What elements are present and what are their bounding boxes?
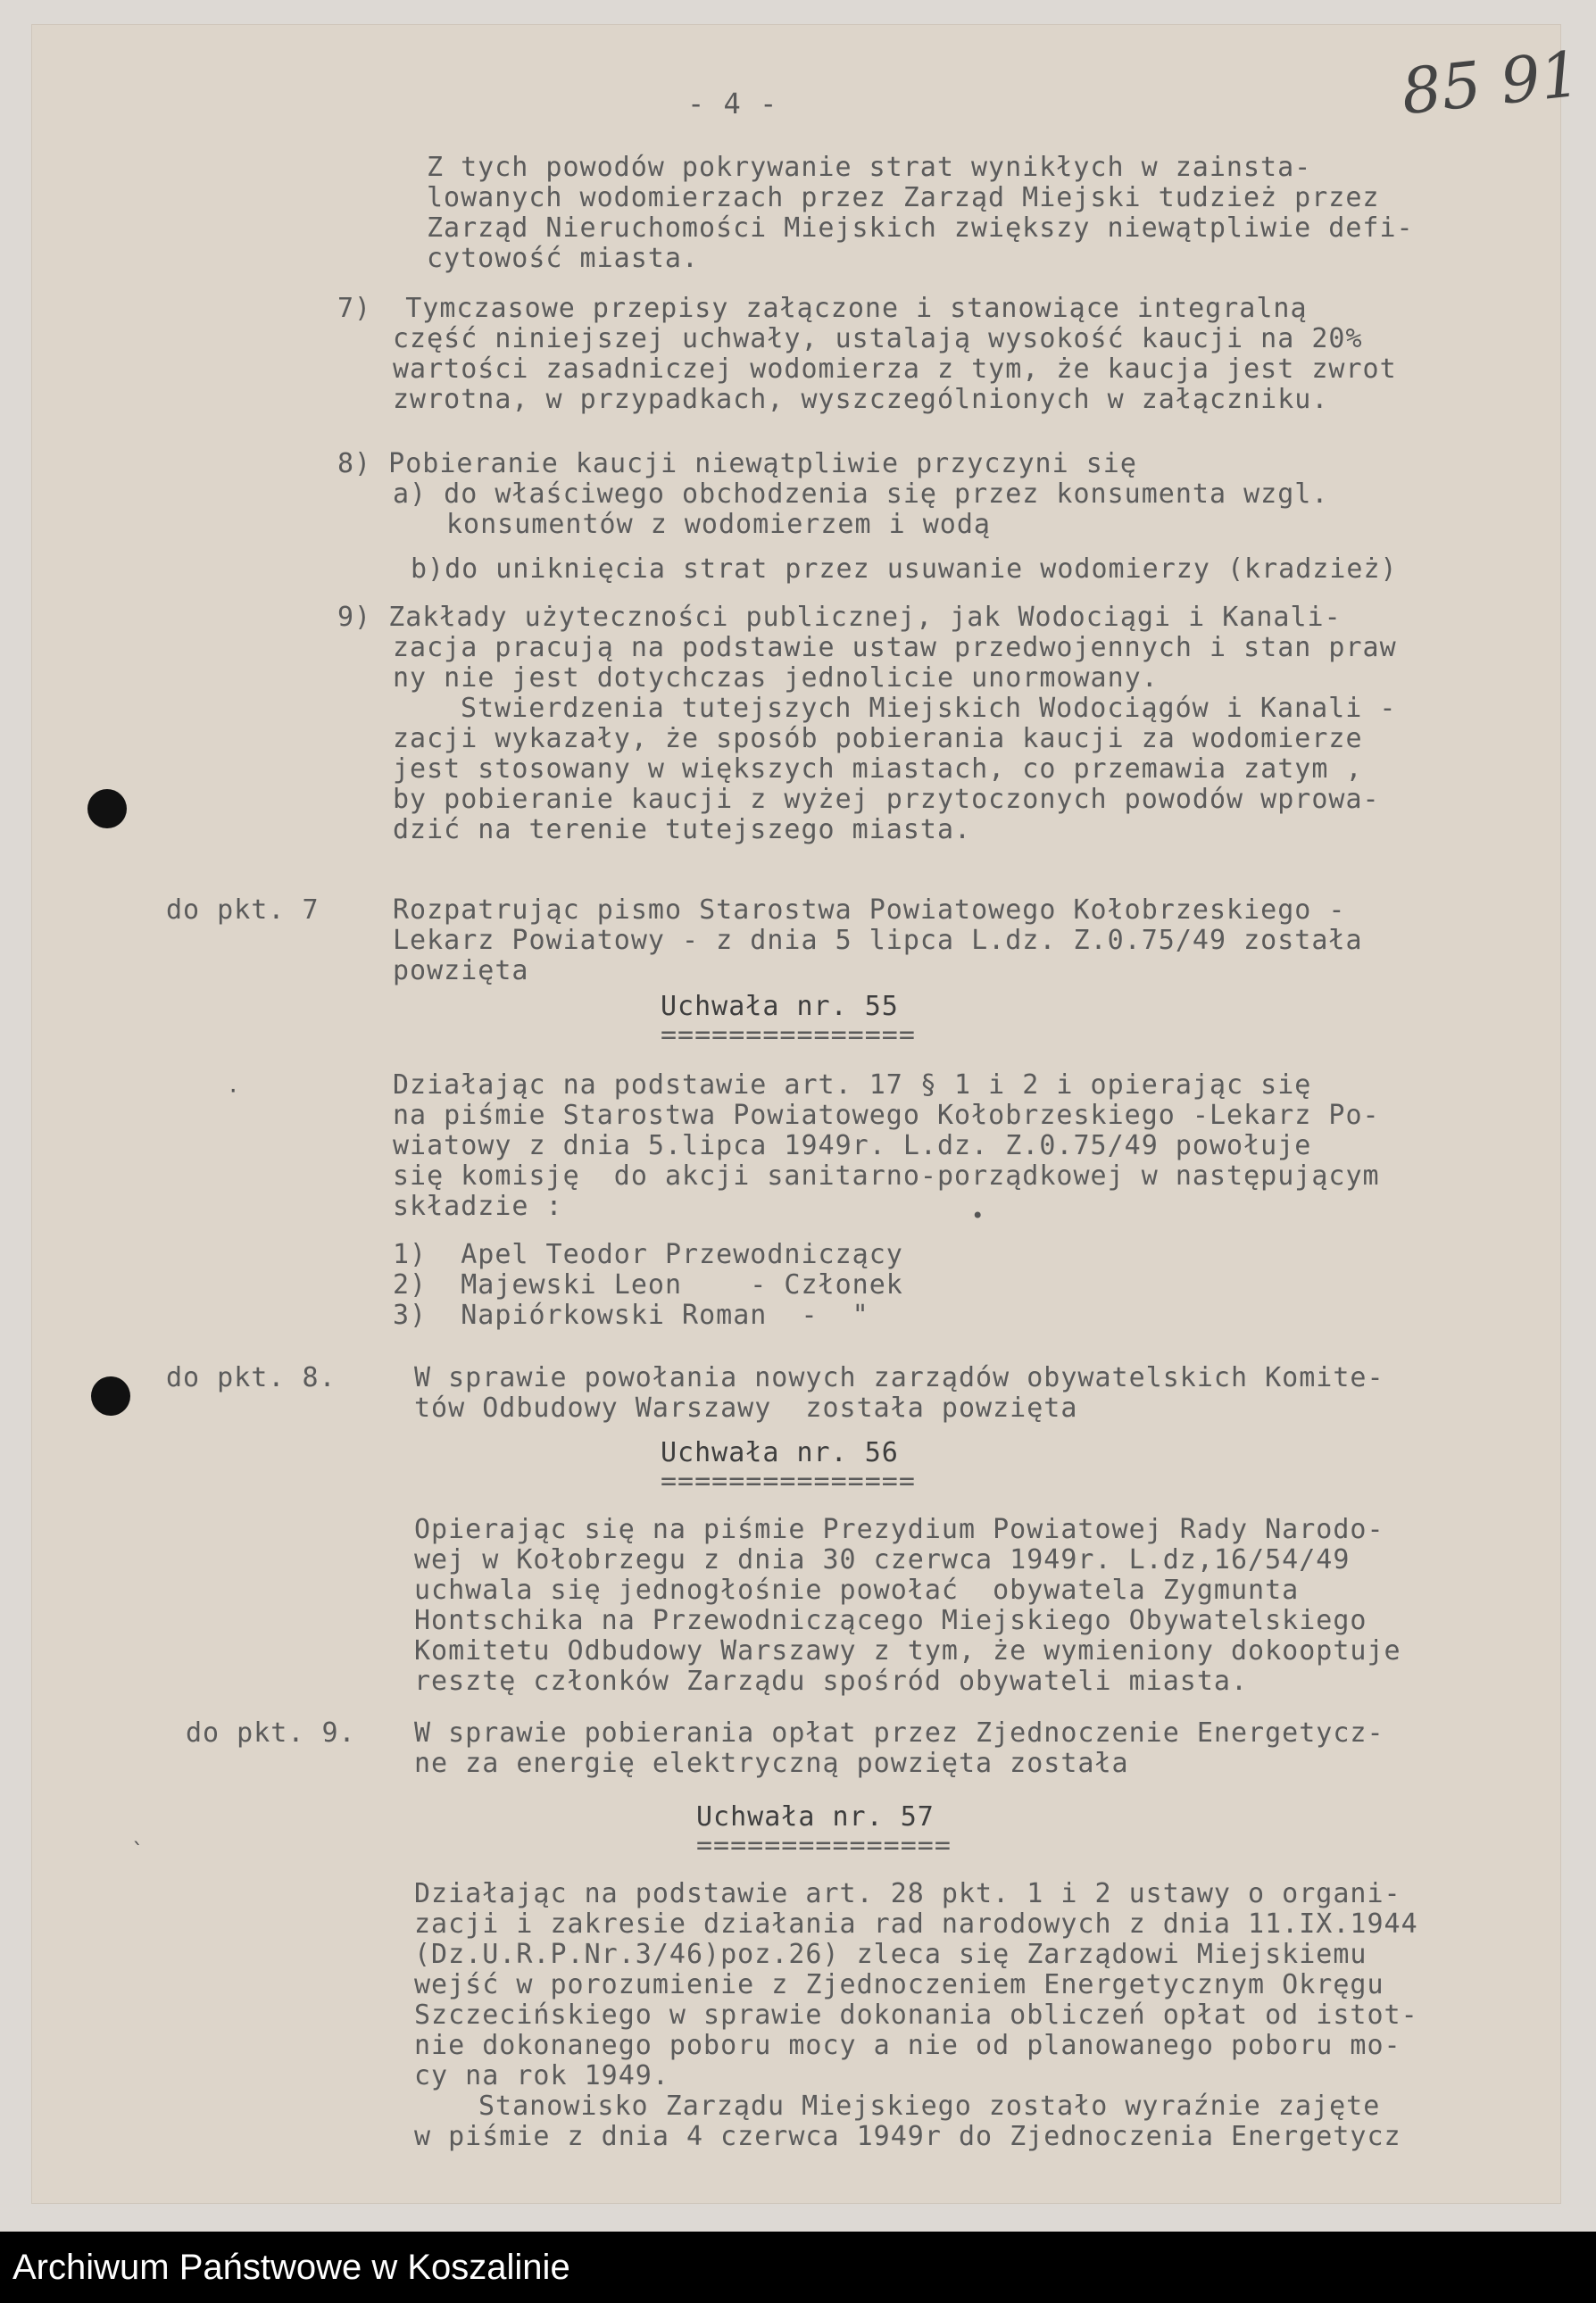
resolution-heading: Uchwała nr. 55 <box>661 991 899 1022</box>
archival-folio-number: 85 91 <box>1398 37 1584 129</box>
scan-speck: • <box>971 1203 985 1228</box>
text-line: wej w Kołobrzegu z dnia 30 czerwca 1949r. L.dz,16/54/49 <box>414 1544 1351 1576</box>
text-line: w piśmie z dnia 4 czerwca 1949r do Zjednoczenia Energetycz <box>414 2121 1401 2152</box>
text-line: tów Odbudowy Warszawy została powzięta <box>414 1393 1078 1424</box>
text-line: wejść w porozumienie z Zjednoczeniem Energetycznym Okręgu <box>414 1969 1384 2000</box>
text-line: W sprawie pobierania opłat przez Zjednoczenie Energetycz- <box>414 1717 1384 1749</box>
resolution-heading: Uchwała nr. 57 <box>696 1801 935 1833</box>
text-line: ny nie jest dotychczas jednolicie unormowany. <box>393 662 1159 694</box>
text-line: Opierając się na piśmie Prezydium Powiatowej Rady Narodo- <box>414 1514 1384 1545</box>
page-number: - 4 - <box>687 87 778 121</box>
text-line: lowanych wodomierzach przez Zarząd Miejski tudzież przez <box>427 182 1380 213</box>
text-line: Rozpatrując pismo Starostwa Powiatowego Kołobrzeskiego - <box>393 894 1346 926</box>
text-line: b)do uniknięcia strat przez usuwanie wodomierzy (kradzież) <box>411 553 1398 585</box>
text-line: zacja pracują na podstawie ustaw przedwojennych i stan praw <box>393 632 1397 663</box>
text-line: na piśmie Starostwa Powiatowego Kołobrzeskiego -Lekarz Po- <box>393 1100 1380 1131</box>
text-line: Komitetu Odbudowy Warszawy z tym, że wymieniony dokooptuje <box>414 1635 1401 1667</box>
text-line: (Dz.U.R.P.Nr.3/46)poz.26) zleca się Zarządowi Miejskiemu <box>414 1939 1367 1970</box>
text-line: część niniejszej uchwały, ustalają wysokość kaucji na 20% <box>393 323 1363 354</box>
list-item: 1) Apel Teodor Przewodniczący <box>393 1239 903 1270</box>
punch-hole-upper <box>87 789 127 828</box>
archive-footer-bar <box>0 2232 1596 2303</box>
text-line: dzić na terenie tutejszego miasta. <box>393 814 972 845</box>
section-label: do pkt. 9. <box>186 1717 356 1749</box>
text-line: zacji i zakresie działania rad narodowych z dnia 11.IX.1944 <box>414 1908 1418 1940</box>
text-line: 7) Tymczasowe przepisy załączone i stanowiące integralną <box>337 293 1308 324</box>
text-line: Hontschika na Przewodniczącego Miejskiego Obywatelskiego <box>414 1605 1367 1636</box>
text-line: się komisję do akcji sanitarno-porządkowej w następującym <box>393 1160 1380 1192</box>
text-line: a) do właściwego obchodzenia się przez konsumenta wzgl. <box>393 478 1329 510</box>
text-line: 8) Pobieranie kaucji niewątpliwie przyczyni się <box>337 448 1137 479</box>
punch-hole-lower <box>91 1376 130 1416</box>
text-line: powzięta <box>393 955 529 986</box>
text-line: zacji wykazały, że sposób pobierania kaucji za wodomierze <box>393 723 1363 754</box>
heading-underline: =============== <box>661 1466 916 1497</box>
text-line: nie dokonanego poboru mocy a nie od planowanego poboru mo- <box>414 2030 1401 2061</box>
text-line: Lekarz Powiatowy - z dnia 5 lipca L.dz. Z.0.75/49 została <box>393 925 1363 956</box>
text-line: Stwierdzenia tutejszych Miejskich Wodociągów i Kanali - <box>461 693 1397 724</box>
resolution-heading: Uchwała nr. 56 <box>661 1437 899 1468</box>
heading-underline: =============== <box>696 1830 952 1861</box>
text-line: Działając na podstawie art. 28 pkt. 1 i 2 ustawy o organi- <box>414 1878 1401 1909</box>
archive-name: Archiwum Państwowe w Koszalinie <box>12 2248 570 2287</box>
text-line: by pobieranie kaucji z wyżej przytoczonych powodów wprowa- <box>393 784 1380 815</box>
text-line: uchwala się jednogłośnie powołać obywatela Zygmunta <box>414 1575 1300 1606</box>
text-line: 9) Zakłady użyteczności publicznej, jak Wodociągi i Kanali- <box>337 602 1342 633</box>
text-line: Stanowisko Zarządu Miejskiego zostało wyraźnie zajęte <box>478 2091 1381 2122</box>
text-line: cy na rok 1949. <box>414 2060 669 2091</box>
section-label: do pkt. 7 <box>166 894 320 926</box>
text-line: składzie : <box>393 1191 563 1222</box>
text-line: Szczecińskiego w sprawie dokonania obliczeń opłat od istot- <box>414 2000 1418 2031</box>
text-line: konsumentów z wodomierzem i wodą <box>446 509 991 540</box>
text-line: Z tych powodów pokrywanie strat wynikłych w zainsta- <box>427 152 1312 183</box>
list-item: 2) Majewski Leon - Członek <box>393 1269 903 1301</box>
text-line: wiatowy z dnia 5.lipca 1949r. L.dz. Z.0.75/49 powołuje <box>393 1130 1312 1161</box>
scan-speck: · <box>227 1078 240 1103</box>
text-line: Działając na podstawie art. 17 § 1 i 2 i opierając się <box>393 1069 1312 1101</box>
heading-underline: =============== <box>661 1019 916 1051</box>
list-item: 3) Napiórkowski Roman - " <box>393 1300 869 1331</box>
text-line: jest stosowany w większych miastach, co przemawia zatym , <box>393 753 1363 785</box>
text-line: W sprawie powołania nowych zarządów obywatelskich Komite- <box>414 1362 1384 1393</box>
section-label: do pkt. 8. <box>166 1362 337 1393</box>
scan-speck: ˎ <box>130 1819 144 1844</box>
text-line: resztę członków Zarządu spośród obywateli miasta. <box>414 1666 1249 1697</box>
text-line: Zarząd Nieruchomości Miejskich zwiększy niewątpliwie defi- <box>427 212 1414 244</box>
text-line: zwrotna, w przypadkach, wyszczególnionych w załączniku. <box>393 384 1329 415</box>
text-line: wartości zasadniczej wodomierza z tym, że kaucja jest zwrot <box>393 353 1397 385</box>
text-line: cytowość miasta. <box>427 243 699 274</box>
text-line: ne za energię elektryczną powzięta została <box>414 1748 1129 1779</box>
